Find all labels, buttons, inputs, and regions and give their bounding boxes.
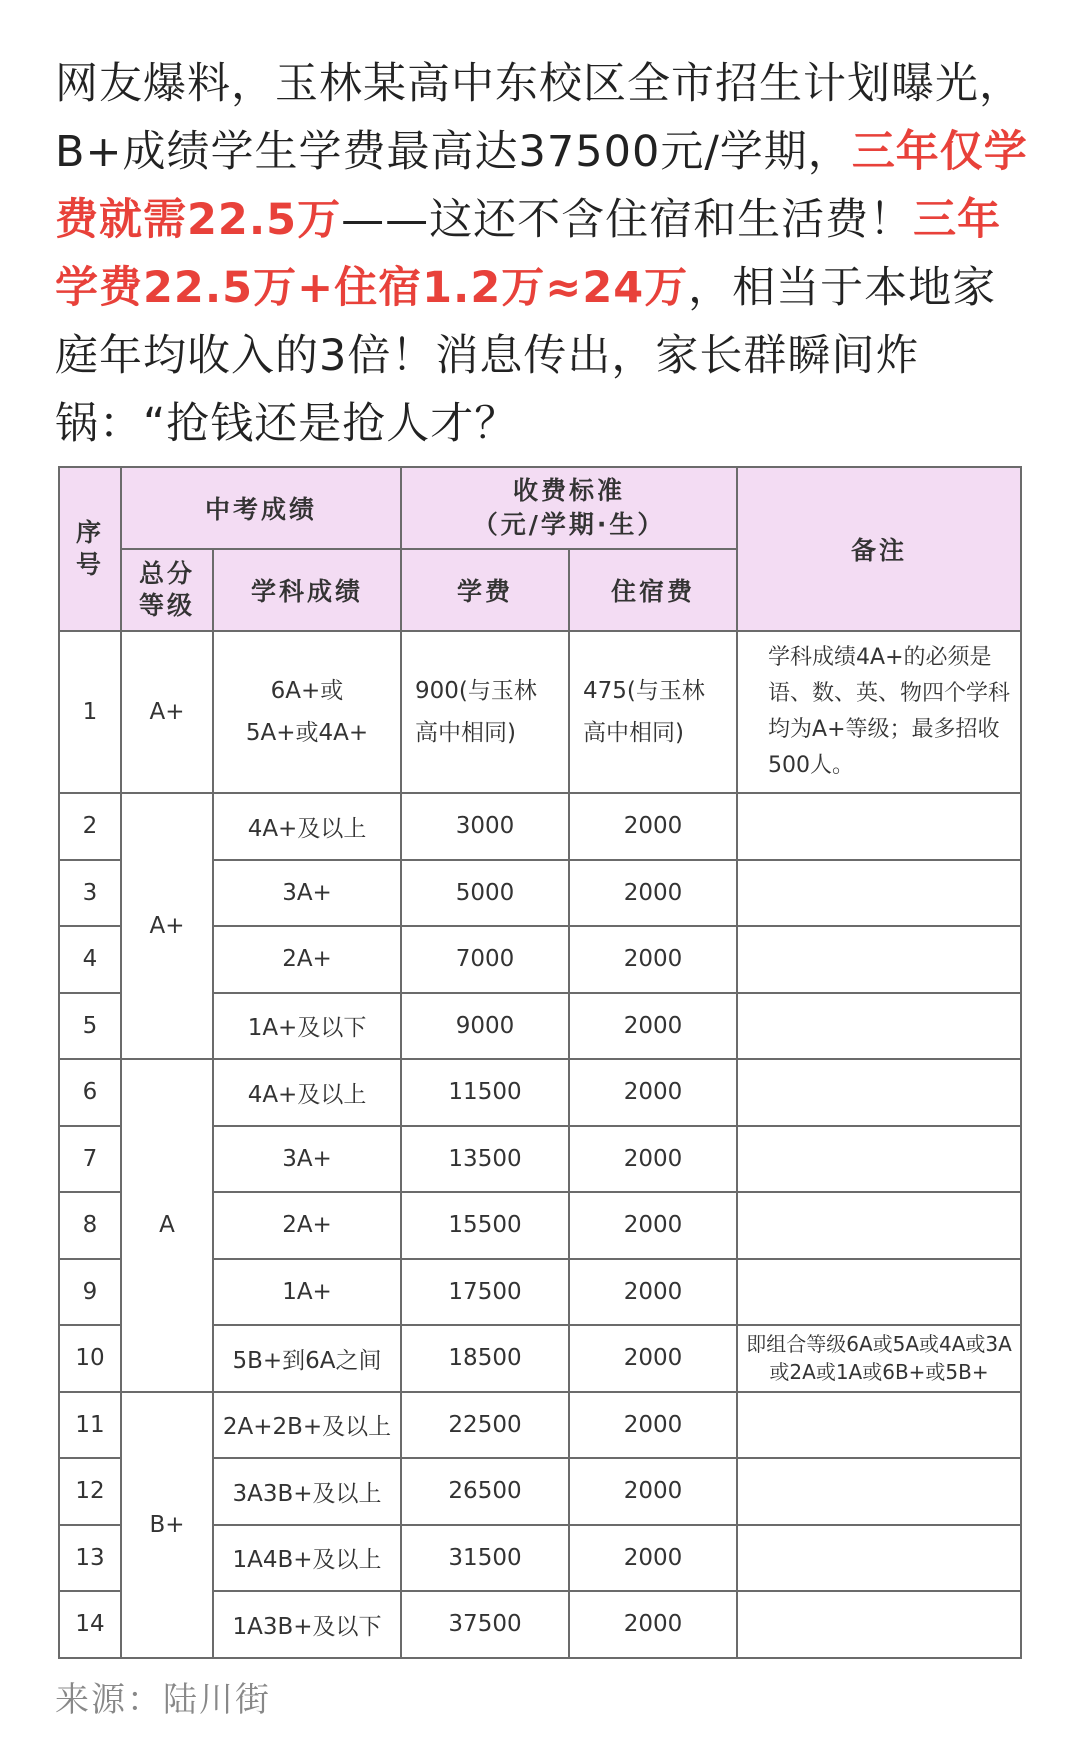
row-tuition: 22500 <box>401 1392 569 1459</box>
source-credit: 来源：陆川街 <box>55 1680 271 1720</box>
row-number: 1 <box>59 631 121 793</box>
row-subject: 5B+到6A之间 <box>213 1325 401 1392</box>
row-dorm: 475(与玉林高中相同) <box>569 631 737 793</box>
row-remark <box>737 1392 1021 1459</box>
row-dorm: 2000 <box>569 1259 737 1326</box>
row-number: 11 <box>59 1392 121 1459</box>
row-number: 12 <box>59 1458 121 1525</box>
row-remark: 学科成绩4A+的必须是语、数、英、物四个学科均为A+等级；最多招收500人。 <box>737 631 1021 793</box>
table-row <box>59 793 1021 860</box>
header-dorm-fee: 住宿费 <box>569 549 737 631</box>
row-remark <box>737 793 1021 860</box>
row-subject: 1A+ <box>213 1259 401 1326</box>
row-subject: 1A+及以下 <box>213 993 401 1060</box>
post-highlight-1: 三年仅学费就需22.5万 <box>55 127 1028 245</box>
post-text-part-2: ——这还不含住宿和生活费！ <box>341 195 914 245</box>
post-text-part-1: 网友爆料，玉林某高中东校区全市招生计划曝光，B+成绩学生学费最高达37500元/学期， <box>55 59 1023 177</box>
header-fee-standard-title: 收费标准 <box>513 476 626 505</box>
row-dorm: 2000 <box>569 993 737 1060</box>
header-seq: 序号 <box>59 467 121 631</box>
row-remark: 即组合等级6A或5A或4A或3A或2A或1A或6B+或5B+ <box>737 1325 1021 1392</box>
header-fee-unit: （元/学期·生） <box>472 510 666 539</box>
row-subject: 2A+ <box>213 1192 401 1259</box>
row-tuition: 18500 <box>401 1325 569 1392</box>
row-number: 3 <box>59 860 121 927</box>
row-tuition: 3000 <box>401 793 569 860</box>
row-remark <box>737 993 1021 1060</box>
row-dorm: 2000 <box>569 1325 737 1392</box>
row-number: 10 <box>59 1325 121 1392</box>
row-number: 2 <box>59 793 121 860</box>
row-grade: A+ <box>121 793 213 1059</box>
row-tuition: 5000 <box>401 860 569 927</box>
row-tuition: 17500 <box>401 1259 569 1326</box>
row-subject: 1A3B+及以下 <box>213 1591 401 1658</box>
row-remark <box>737 1591 1021 1658</box>
row-dorm: 2000 <box>569 1525 737 1592</box>
row-grade: A <box>121 1059 213 1392</box>
row-tuition: 15500 <box>401 1192 569 1259</box>
row-dorm: 2000 <box>569 793 737 860</box>
header-exam-score: 中考成绩 <box>121 467 401 549</box>
row-remark <box>737 860 1021 927</box>
row-grade: A+ <box>121 631 213 793</box>
header-subject-score: 学科成绩 <box>213 549 401 631</box>
header-remark: 备注 <box>737 467 1021 631</box>
row-number: 8 <box>59 1192 121 1259</box>
row-remark <box>737 1126 1021 1193</box>
row-number: 14 <box>59 1591 121 1658</box>
row-remark <box>737 926 1021 993</box>
row-tuition: 11500 <box>401 1059 569 1126</box>
row-tuition: 900(与玉林高中相同) <box>401 631 569 793</box>
table-row <box>59 1392 1021 1459</box>
row-dorm: 2000 <box>569 1192 737 1259</box>
row-number: 7 <box>59 1126 121 1193</box>
row-dorm: 2000 <box>569 860 737 927</box>
row-number: 6 <box>59 1059 121 1126</box>
row-remark <box>737 1525 1021 1592</box>
row-tuition: 31500 <box>401 1525 569 1592</box>
row-subject: 2A+ <box>213 926 401 993</box>
row-number: 4 <box>59 926 121 993</box>
row-tuition: 13500 <box>401 1126 569 1193</box>
post-text-part-3: ，相当于本地家庭年均收入的3倍！消息传出，家长群瞬间炸锅：“抢钱还是抢人才？ <box>55 263 997 449</box>
header-total-grade: 总分等级 <box>121 549 213 631</box>
row-dorm: 2000 <box>569 1458 737 1525</box>
header-tuition: 学费 <box>401 549 569 631</box>
row-remark <box>737 1192 1021 1259</box>
post-highlight-2: 三年学费22.5万+住宿1.2万≈24万 <box>55 195 1002 313</box>
row-number: 5 <box>59 993 121 1060</box>
row-subject: 4A+及以上 <box>213 793 401 860</box>
row-tuition: 26500 <box>401 1458 569 1525</box>
row-subject: 4A+及以上 <box>213 1059 401 1126</box>
row-subject: 1A4B+及以上 <box>213 1525 401 1592</box>
row-tuition: 9000 <box>401 993 569 1060</box>
table-row <box>59 1059 1021 1126</box>
row-subject: 2A+2B+及以上 <box>213 1392 401 1459</box>
row-tuition: 7000 <box>401 926 569 993</box>
post-text <box>55 50 1035 458</box>
row-dorm: 2000 <box>569 1392 737 1459</box>
row-number: 9 <box>59 1259 121 1326</box>
row-subject: 3A+ <box>213 860 401 927</box>
row-grade: B+ <box>121 1392 213 1658</box>
row-subject: 3A3B+及以上 <box>213 1458 401 1525</box>
table-row <box>59 631 1021 793</box>
row-remark <box>737 1059 1021 1126</box>
row-dorm: 2000 <box>569 926 737 993</box>
row-dorm: 2000 <box>569 1126 737 1193</box>
row-subject: 3A+ <box>213 1126 401 1193</box>
row-remark <box>737 1259 1021 1326</box>
row-tuition: 37500 <box>401 1591 569 1658</box>
fee-table <box>58 466 1022 1659</box>
row-dorm: 2000 <box>569 1059 737 1126</box>
row-number: 13 <box>59 1525 121 1592</box>
row-subject: 6A+或5A+或4A+ <box>213 631 401 793</box>
row-dorm: 2000 <box>569 1591 737 1658</box>
row-remark <box>737 1458 1021 1525</box>
header-fee-standard <box>401 467 737 549</box>
